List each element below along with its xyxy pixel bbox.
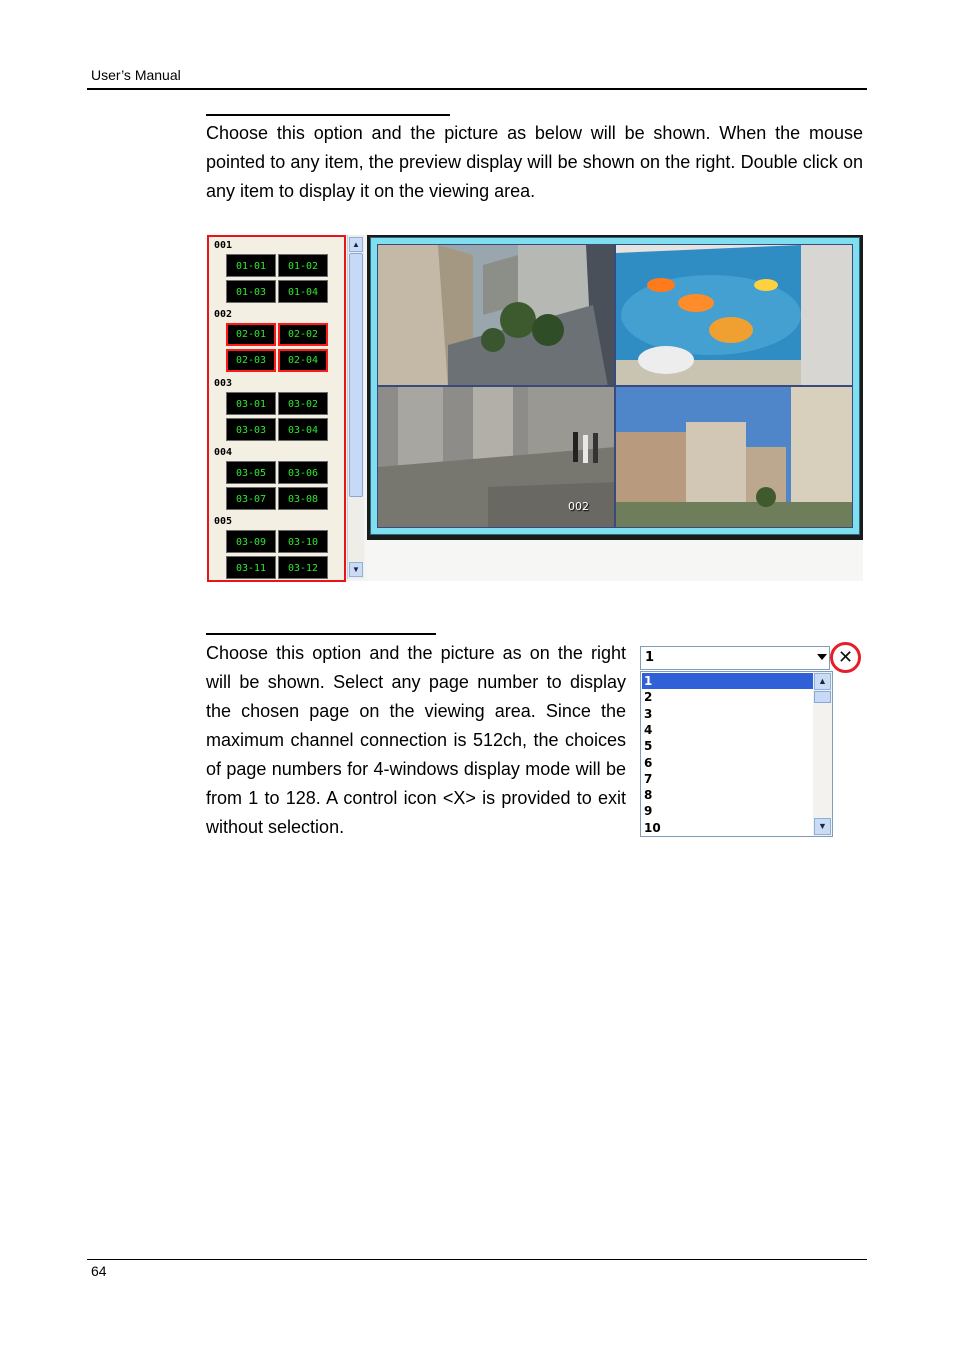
channel-item[interactable]: 01-02 (278, 254, 328, 277)
channel-item[interactable]: 02-03 (226, 349, 276, 372)
camera-view-street[interactable] (377, 244, 615, 386)
channel-item[interactable]: 01-01 (226, 254, 276, 277)
section1-paragraph: Choose this option and the picture as below will be shown. When the mouse pointed to any item, the preview display will be shown on the right. Double click on any item to display it on the viewing area. (206, 123, 863, 201)
section2-heading-rule (206, 633, 436, 635)
channel-item[interactable]: 01-03 (226, 280, 276, 303)
page-option[interactable]: 9 (644, 804, 653, 819)
dropdown-arrow-icon[interactable] (817, 654, 827, 660)
tree-group-label[interactable]: 001 (214, 240, 233, 251)
page-number: 64 (91, 1263, 107, 1279)
scroll-thumb[interactable] (814, 691, 831, 703)
list-scrollbar[interactable] (813, 672, 832, 836)
page-option[interactable]: 3 (644, 706, 653, 721)
page-number-list[interactable] (640, 671, 833, 837)
channel-item[interactable]: 03-08 (278, 487, 328, 510)
tree-group-label[interactable]: 004 (214, 447, 233, 458)
tree-scrollbar[interactable] (347, 235, 364, 579)
channel-item[interactable]: 03-12 (278, 556, 328, 579)
preview-frame (367, 235, 863, 540)
page-select-screenshot (640, 641, 864, 837)
channel-item[interactable]: 03-02 (278, 392, 328, 415)
page-option[interactable]: 8 (644, 788, 653, 803)
close-icon[interactable]: ✕ (830, 642, 861, 673)
channel-tree-panel (207, 235, 346, 582)
camera-view-aquarium[interactable] (615, 244, 853, 386)
channel-item[interactable]: 03-04 (278, 418, 328, 441)
camera-view-skyline[interactable] (615, 386, 853, 528)
scroll-down-icon[interactable]: ▼ (349, 562, 363, 577)
page-option[interactable]: 1 (642, 673, 813, 689)
tree-group-label[interactable]: 002 (214, 309, 233, 320)
channel-item[interactable]: 03-03 (226, 418, 276, 441)
page-option[interactable]: 2 (644, 690, 653, 705)
header-title: User’s Manual (91, 67, 181, 83)
channel-item[interactable]: 01-04 (278, 280, 328, 303)
channel-item[interactable]: 02-04 (278, 349, 328, 372)
channel-item[interactable]: 02-01 (226, 323, 276, 346)
tree-group-label[interactable]: 005 (214, 516, 233, 527)
channel-item[interactable]: 03-10 (278, 530, 328, 553)
camera-channel-label: 002 (568, 500, 589, 513)
channel-item[interactable]: 03-06 (278, 461, 328, 484)
page-select-combobox[interactable] (640, 646, 830, 670)
scroll-up-icon[interactable]: ▲ (814, 673, 831, 690)
channel-tree-screenshot (207, 235, 863, 581)
section1-heading-rule (206, 114, 450, 116)
channel-item[interactable]: 03-01 (226, 392, 276, 415)
channel-item[interactable]: 03-11 (226, 556, 276, 579)
channel-item[interactable]: 03-07 (226, 487, 276, 510)
camera-view-lobby[interactable] (377, 386, 615, 528)
scroll-up-icon[interactable]: ▲ (349, 237, 363, 252)
page-option[interactable]: 10 (644, 820, 661, 835)
channel-item[interactable]: 02-02 (278, 323, 328, 346)
channel-item[interactable]: 03-05 (226, 461, 276, 484)
tree-group-label[interactable]: 003 (214, 378, 233, 389)
page-option[interactable]: 6 (644, 755, 653, 770)
page-option[interactable]: 4 (644, 722, 653, 737)
header-rule (87, 88, 867, 90)
scroll-down-icon[interactable]: ▼ (814, 818, 831, 835)
section2-paragraph: Choose this option and the picture as on the right will be shown. Select any page number to display the chosen page on the viewing area. Since the maximum channel connection is 512ch, the choices of page numbers for 4-windows display mode will be from 1 to 128. A control icon <X> is provided to exit without selection. (206, 643, 626, 837)
combo-value: 1 (645, 650, 655, 665)
channel-item[interactable]: 03-09 (226, 530, 276, 553)
preview-viewer (370, 237, 860, 535)
footer-rule (87, 1259, 867, 1260)
page-option[interactable]: 5 (644, 739, 653, 754)
scroll-thumb[interactable] (349, 253, 363, 497)
page-option[interactable]: 7 (644, 771, 653, 786)
